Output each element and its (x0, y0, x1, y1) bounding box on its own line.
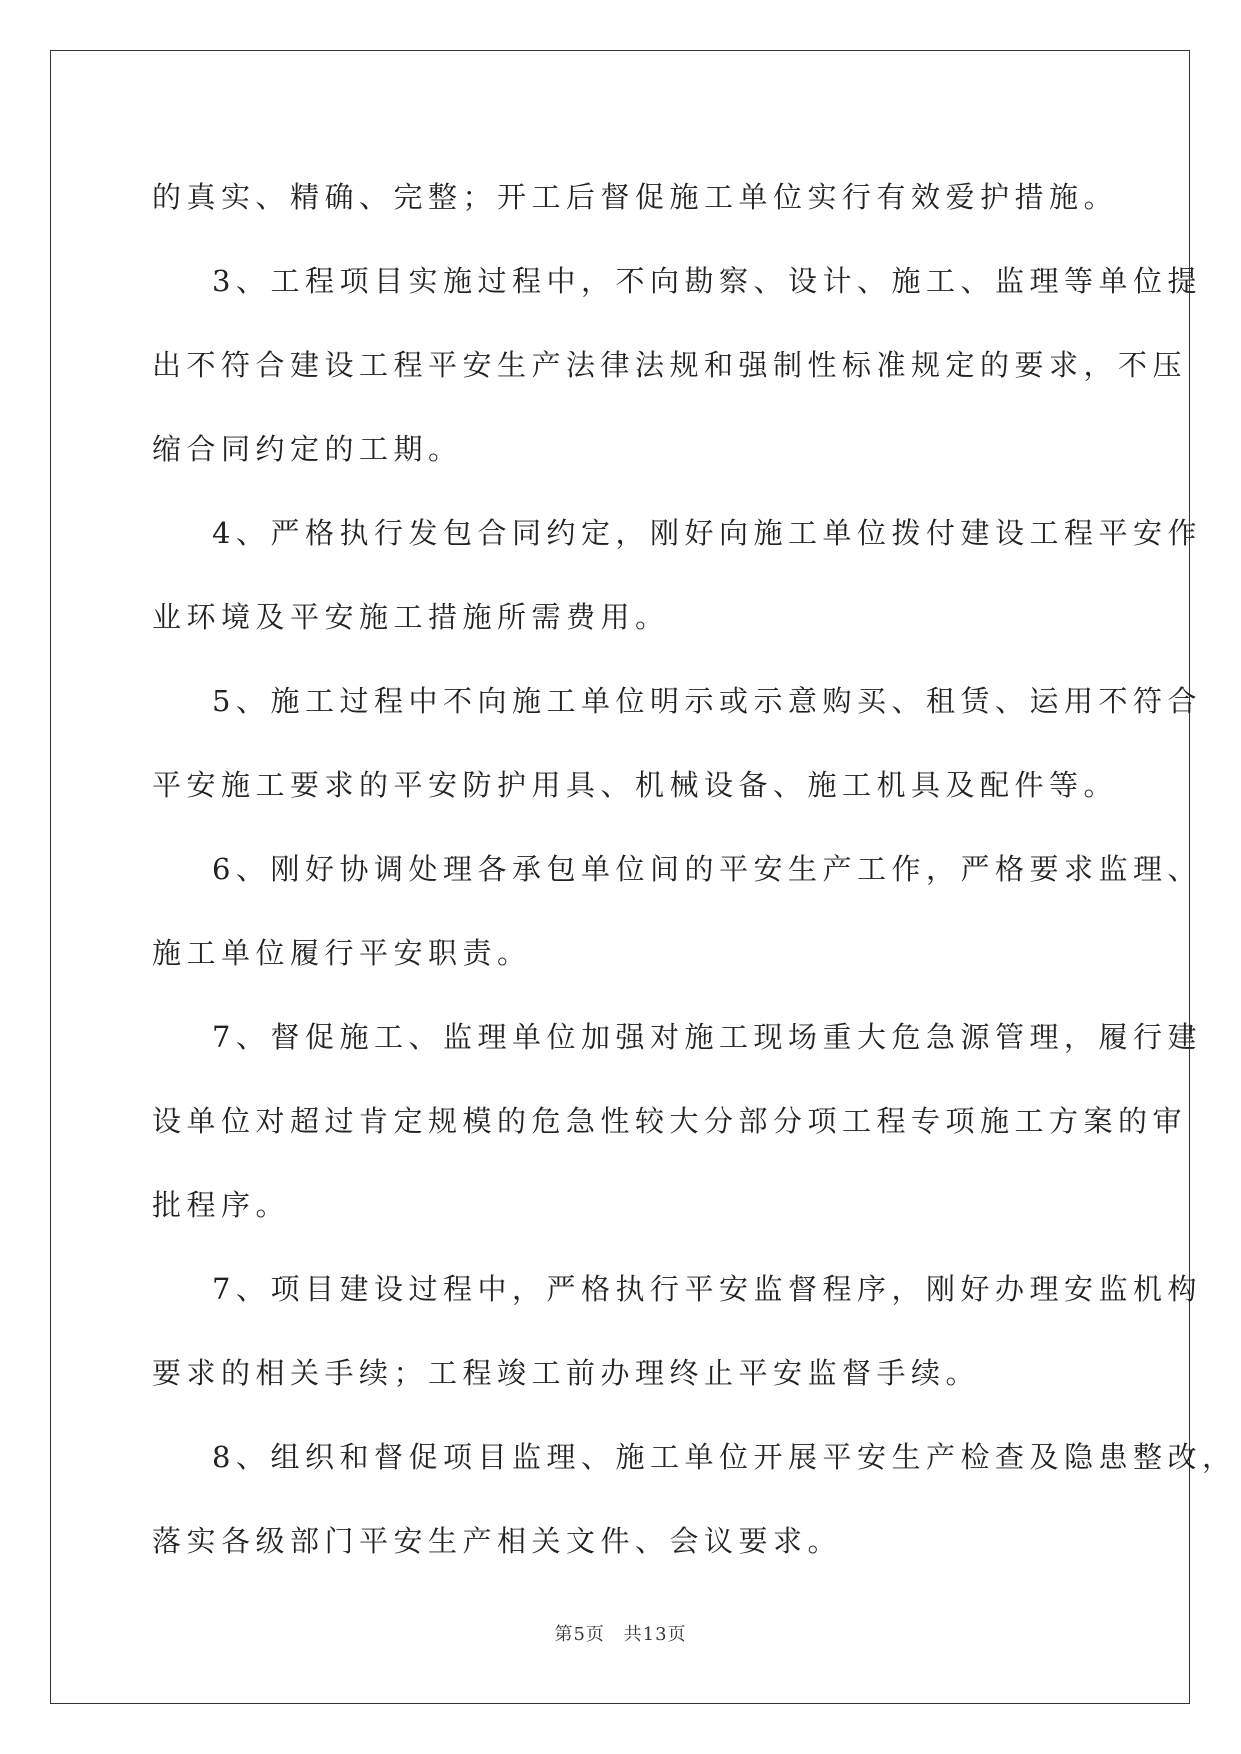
text-line-12: 设单位对超过肯定规模的危急性较大分部分项工程专项施工方案的审 (152, 1104, 1188, 1138)
text-line-11: 7、督促施工、监理单位加强对施工现场重大危急源管理，履行建 (212, 1020, 1202, 1054)
text-line-8: 平安施工要求的平安防护用具、机械设备、施工机具及配件等。 (152, 768, 1119, 802)
text-line-6: 业环境及平安施工措施所需费用。 (152, 600, 670, 634)
text-line-3: 出不符合建设工程平安生产法律法规和强制性标准规定的要求，不压 (152, 348, 1188, 382)
text-line-4: 缩合同约定的工期。 (152, 432, 463, 466)
text-line-9: 6、刚好协调处理各承包单位间的平安生产工作，严格要求监理、 (212, 852, 1202, 886)
page-number-footer: 第5页 共13页 (554, 1624, 687, 1645)
document-body (152, 155, 1237, 1583)
text-line-2: 3、工程项目实施过程中，不向勘察、设计、施工、监理等单位提 (212, 264, 1202, 298)
text-line-7: 5、施工过程中不向施工单位明示或示意购买、租赁、运用不符合 (212, 684, 1202, 718)
text-line-16: 8、组织和督促项目监理、施工单位开展平安生产检查及隐患整改， (212, 1440, 1237, 1474)
text-line-5: 4、严格执行发包合同约定，刚好向施工单位拨付建设工程平安作 (212, 516, 1202, 550)
text-line-1: 的真实、精确、完整；开工后督促施工单位实行有效爱护措施。 (152, 180, 1119, 214)
text-line-13: 批程序。 (152, 1188, 291, 1222)
text-line-17: 落实各级部门平安生产相关文件、会议要求。 (152, 1524, 843, 1558)
text-line-10: 施工单位履行平安职责。 (152, 936, 532, 970)
text-line-14: 7、项目建设过程中，严格执行平安监督程序，刚好办理安监机构 (212, 1272, 1202, 1306)
text-line-15: 要求的相关手续；工程竣工前办理终止平安监督手续。 (152, 1356, 981, 1390)
